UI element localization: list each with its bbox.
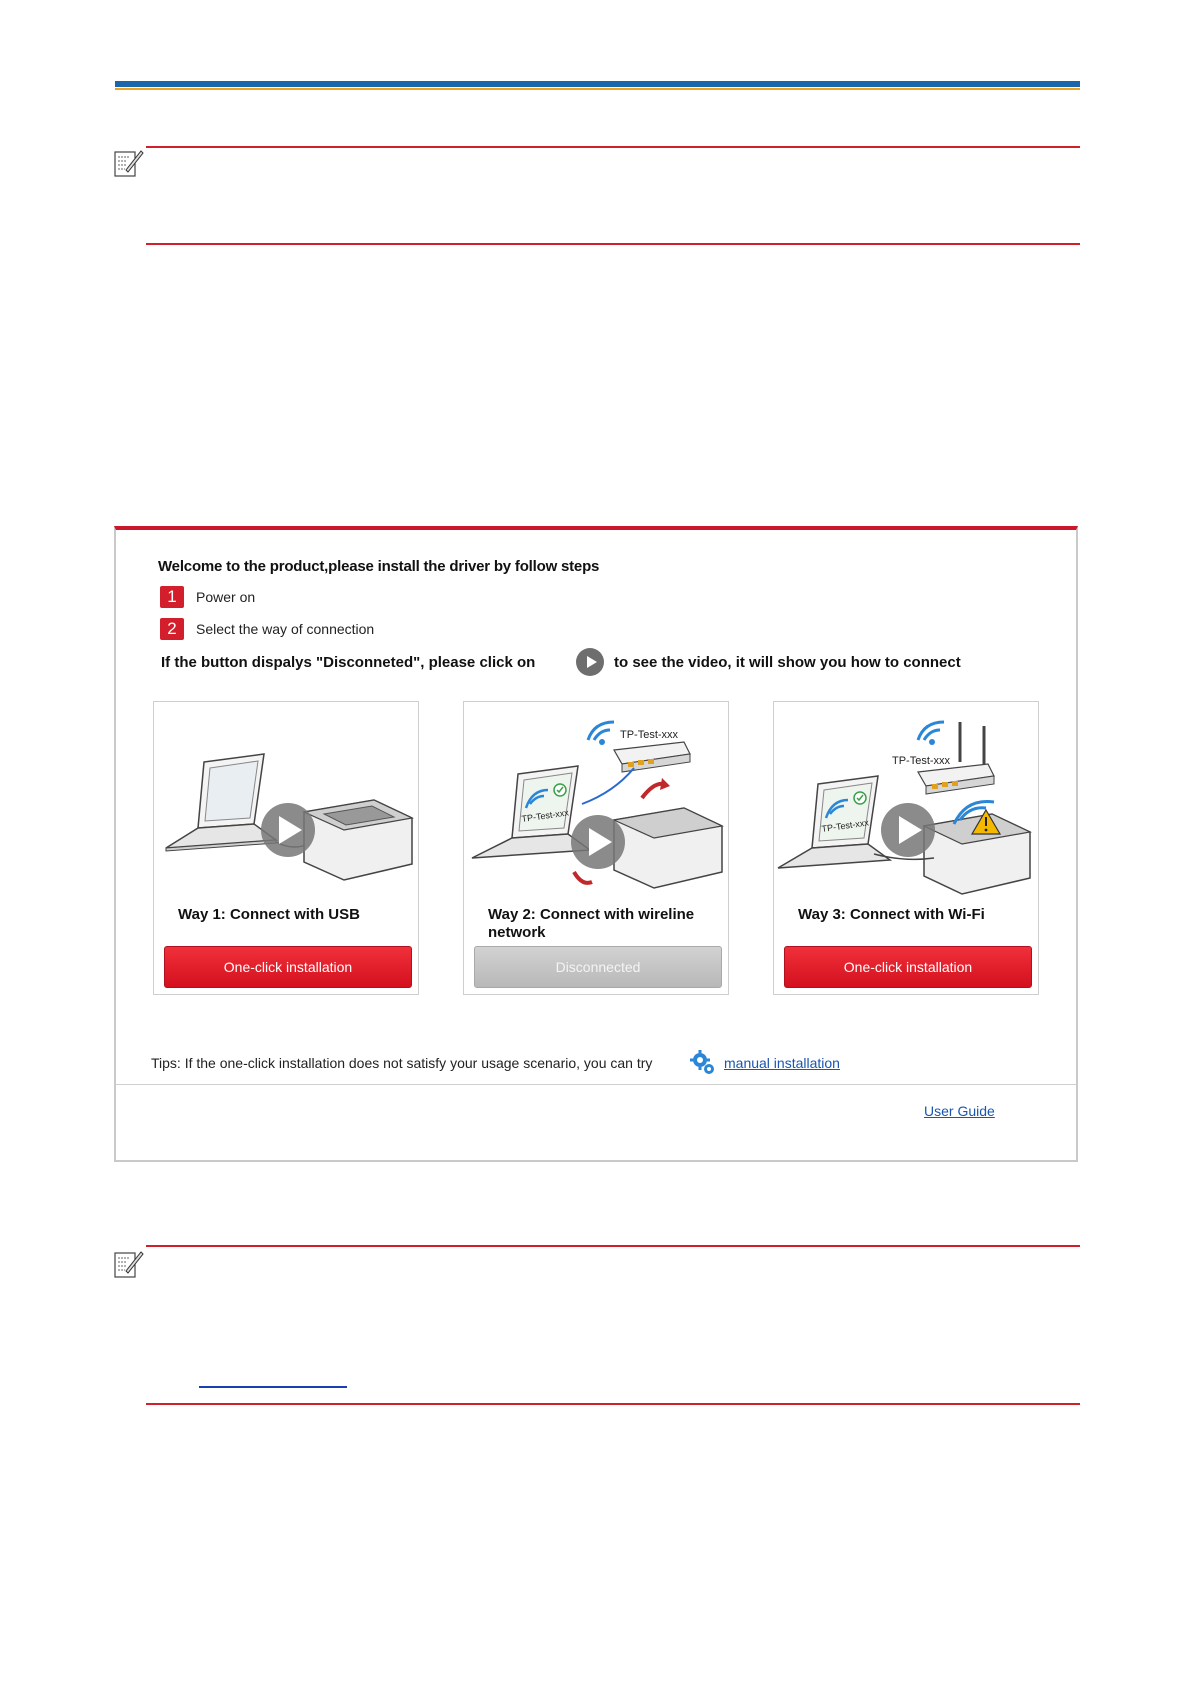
usb-card-title: Way 1: Connect with USB — [178, 906, 360, 923]
wifi-connection-card — [773, 701, 1039, 995]
wired-disconnected-button[interactable]: Disconnected — [474, 946, 722, 988]
play-video-icon[interactable] — [576, 648, 604, 676]
manual-installation-link[interactable]: manual installation — [724, 1055, 840, 1071]
wifi-card-title: Way 3: Connect with Wi-Fi — [798, 906, 985, 923]
wired-laptop-ssid: TP-Test-xxx — [520, 807, 570, 824]
note-link-underline[interactable] — [199, 1386, 347, 1388]
dialog-divider — [116, 1084, 1076, 1085]
step-2-label: Select the way of connection — [196, 621, 375, 637]
wifi-router-ssid: TP-Test-xxx — [892, 755, 951, 767]
step-1-badge: 1 — [160, 586, 184, 608]
wifi-laptop-ssid: TP-Test-xxx — [820, 817, 870, 834]
usb-illustration — [154, 702, 420, 902]
note-icon — [114, 1249, 144, 1279]
wired-network-illustration — [464, 702, 730, 902]
gear-icon[interactable] — [689, 1049, 717, 1077]
step-1-label: Power on — [196, 589, 256, 605]
step-2-badge: 2 — [160, 618, 184, 640]
note-bottom-rule — [146, 1403, 1080, 1405]
hint-text-before: If the button dispalys "Disconneted", please click on — [161, 654, 536, 671]
header-rule-orange — [115, 88, 1080, 90]
usb-one-click-install-button[interactable]: One-click installation — [164, 946, 412, 988]
note-top-rule — [146, 1245, 1080, 1247]
user-guide-link[interactable]: User Guide — [924, 1103, 995, 1119]
header-rule-blue — [115, 81, 1080, 87]
wifi-illustration — [774, 702, 1040, 902]
tips-text: Tips: If the one-click installation does not satisfy your usage scenario, you can try — [151, 1055, 653, 1071]
wired-card-title: Way 2: Connect with wireline network — [488, 906, 695, 941]
wired-router-ssid: TP-Test-xxx — [620, 729, 679, 741]
usb-connection-card — [153, 701, 419, 995]
note-bottom-rule — [146, 243, 1080, 245]
hint-text-after: to see the video, it will show you how to connect — [614, 654, 961, 671]
note-icon — [114, 148, 144, 178]
welcome-text: Welcome to the product,please install the driver by follow steps — [158, 558, 600, 575]
note-top-rule — [146, 146, 1080, 148]
driver-install-dialog — [114, 526, 1078, 1162]
wifi-one-click-install-button[interactable]: One-click installation — [784, 946, 1032, 988]
wired-connection-card — [463, 701, 729, 995]
